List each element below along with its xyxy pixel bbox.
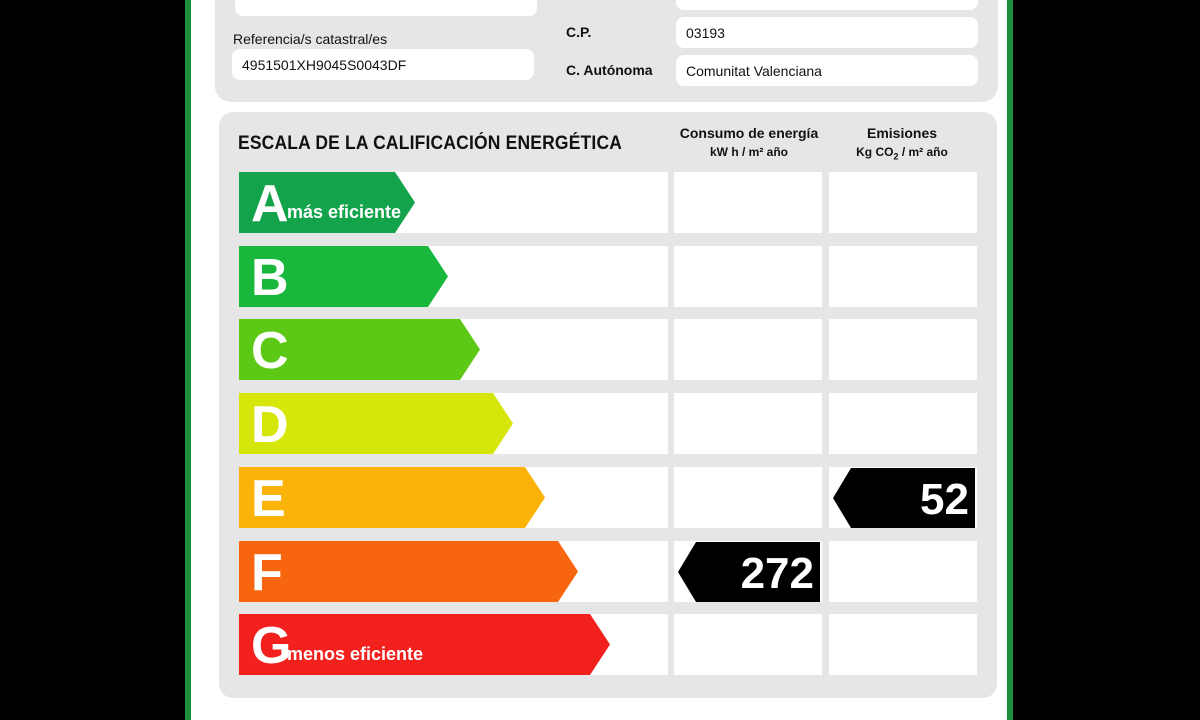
region-label: C. Autónoma bbox=[566, 62, 653, 78]
postal-code-field bbox=[676, 17, 978, 48]
energy-header-label: Consumo de energía bbox=[679, 125, 819, 141]
rating-caption: más eficiente bbox=[287, 202, 402, 222]
rating-letter: A bbox=[251, 175, 289, 233]
cadastral-value: 4951501XH9045S0043DF bbox=[242, 56, 407, 73]
energy-cell bbox=[674, 541, 822, 602]
energy-certificate-sheet bbox=[185, 0, 1013, 720]
region-value: Comunitat Valenciana bbox=[686, 62, 822, 79]
rating-letter: E bbox=[251, 470, 286, 528]
cadastral-field bbox=[232, 49, 534, 80]
energy-cell bbox=[674, 246, 822, 307]
energy-cell bbox=[674, 393, 822, 454]
rating-row-f bbox=[239, 541, 977, 602]
energy-cell bbox=[674, 614, 822, 675]
rating-arrow-shape bbox=[239, 541, 578, 602]
rating-row-d bbox=[239, 393, 977, 454]
rating-letter: G bbox=[251, 617, 292, 675]
emissions-cell bbox=[829, 467, 977, 528]
emissions-header-label: Emisiones bbox=[866, 125, 938, 141]
emissions-cell bbox=[829, 319, 977, 380]
energy-cell bbox=[674, 172, 822, 233]
rating-caption: menos eficiente bbox=[287, 644, 424, 664]
energy-column-header bbox=[666, 125, 832, 159]
emissions-column-header bbox=[819, 125, 985, 161]
energy-rating-badge-value: 272 bbox=[740, 549, 814, 598]
energy-unit-label: kW h / m² año bbox=[710, 145, 788, 159]
emissions-cell bbox=[829, 614, 977, 675]
previous-field-box bbox=[235, 0, 537, 16]
rating-letter: B bbox=[251, 249, 289, 307]
energy-cell bbox=[674, 467, 822, 528]
emissions-unit-label: Kg $CO_2 / m^2$ año bbox=[856, 145, 948, 162]
rating-letter: F bbox=[251, 544, 283, 602]
postal-code-label: C.P. bbox=[566, 24, 592, 40]
region-field bbox=[676, 55, 978, 86]
rating-row-g bbox=[239, 614, 977, 675]
rating-row-a bbox=[239, 172, 977, 233]
cadastral-label: Referencia/s catastral/es bbox=[233, 31, 388, 47]
energy-scale-panel bbox=[219, 112, 997, 698]
postal-code-value: 03193 bbox=[686, 24, 725, 41]
energy-cell bbox=[674, 319, 822, 380]
rating-row-c bbox=[239, 319, 977, 380]
emissions-cell bbox=[829, 246, 977, 307]
rating-row-e bbox=[239, 467, 977, 528]
emissions-rating-badge-value: 52 bbox=[920, 475, 969, 524]
emissions-cell bbox=[829, 541, 977, 602]
rating-row-b bbox=[239, 246, 977, 307]
rating-arrow-f bbox=[239, 541, 578, 602]
municipality-field bbox=[676, 0, 978, 10]
rating-letter: C bbox=[251, 322, 289, 380]
scale-title: ESCALA DE LA CALIFICACIÓN ENERGÉTICA bbox=[238, 133, 623, 154]
emissions-cell bbox=[829, 172, 977, 233]
property-info-panel bbox=[215, 0, 998, 102]
emissions-cell bbox=[829, 393, 977, 454]
rating-letter: D bbox=[251, 396, 289, 454]
